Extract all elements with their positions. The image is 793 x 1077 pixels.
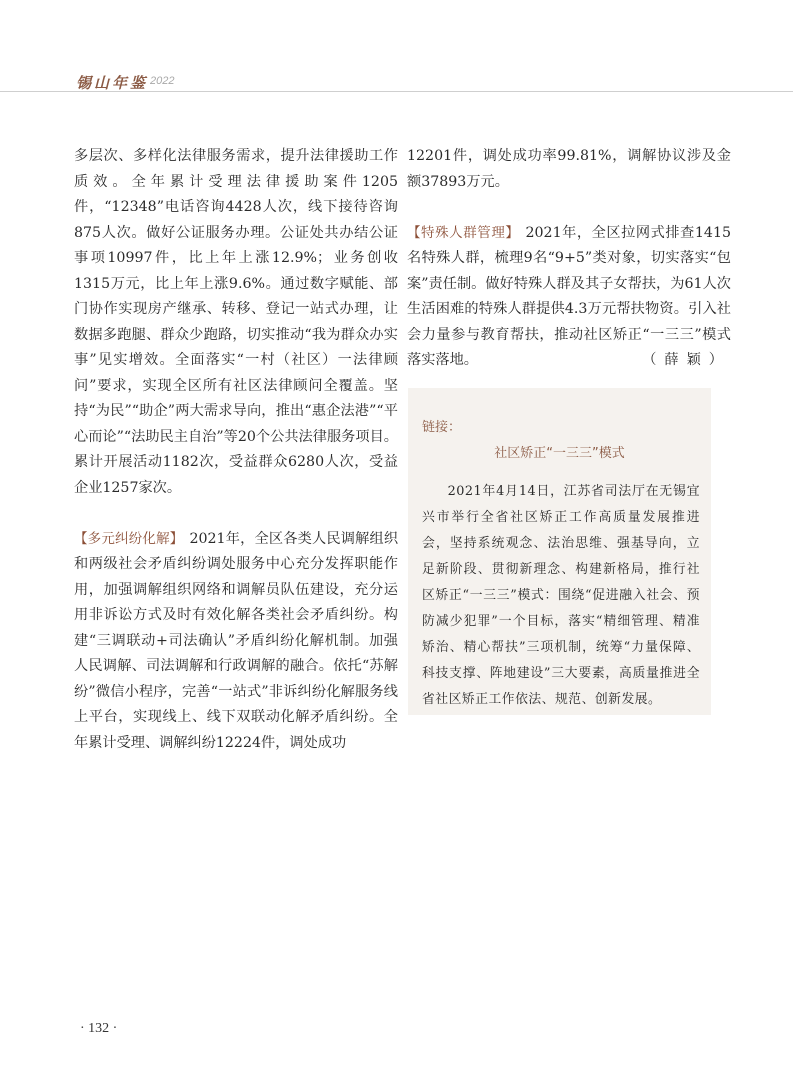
running-header xyxy=(0,72,793,92)
mediation-continued-paragraph: 12201件，调处成功率99.81%，调解协议涉及金额37893万元。 xyxy=(407,148,731,190)
section-body: 2021年，全区各类人民调解组织和两级社会矛盾纠纷调处服务中心充分发挥职能作用，加强调解组织网络和调解员队伍建设，充分运用非诉讼方式及时有效化解各类社会矛盾纠纷。构建“三调联动+司法确认”矛盾纠纷化解机制。加强人民调解、司法调解和行政调解的融合。依托“苏解纷”微信小程序，完善“一站式”非诉纠纷化解服务线上平台，实现线上、线下双联动化解矛盾纠纷。全年累计受理、调解纠纷12224件，调处成功 xyxy=(74,530,399,751)
dispute-resolution-section xyxy=(74,527,398,757)
page-number: · 132 · xyxy=(80,1021,118,1036)
special-population-section xyxy=(407,221,731,374)
yearbook-title: 锡山年鉴 xyxy=(76,74,149,92)
sidebox-body: 2021年4月14日，江苏省司法厅在无锡宜兴市举行全省社区矫正工作高质量发展推进会，坚持系统观念、法治思维、强基导向，立足新阶段、贯彻新理念、构建新格局，推行社区矫正“一三三”模式：围绕“促进融入社会、预防减少犯罪”一个目标，落实“精细管理、精准矫治、精心帮扶”三项机制，统筹“力量保障、科技支撑、阵地建设”三大要素，高质量推进全省社区矫正工作依法、规范、创新发展。 xyxy=(422,484,700,707)
yearbook-year: 2022 xyxy=(150,75,175,87)
section-body: 2021年，全区拉网式排查1415名特殊人群，梳理9名“9+5”类对象，切实落实“包案”责任制。做好特殊人群及其子女帮扶，为61人次生活困难的特殊人群提供4.3万元帮扶物资。引入社会力量参与教育帮扶，推动社区矫正“一三三”模式落实落地。 xyxy=(407,224,732,368)
link-sidebox xyxy=(408,388,711,715)
sidebox-title: 社区矫正“一三三”模式 xyxy=(494,446,625,461)
author-credit: （薛颖） xyxy=(642,352,731,368)
left-column xyxy=(74,144,398,756)
right-column xyxy=(407,144,731,374)
legal-services-paragraph: 多层次、多样化法律服务需求，提升法律援助工作质效。全年累计受理法律援助案件1205件，“12348”电话咨询4428人次，线下接待咨询875人次。做好公证服务办理。公证处共办结公证事项10997件，比上年上涨12.9%；业务创收1315万元，比上年上涨9.6%。通过数字赋能、部门协作实现房产继承、转移、登记一站式办理，让数据多跑腿、群众少跑路，切实推动“我为群众办实事”见实增效。全面落实“一村（社区）一法律顾问”要求，实现全区所有社区法律顾问全覆盖。坚持“为民”“助企”两大需求导向，推出“惠企法港”“平心而论”“法助民主自治”等20个公共法律服务项目。累计开展活动1182次，受益群众6280人次，受益企业1257家次。 xyxy=(74,148,398,496)
section-heading: 【多元纠纷化解】 xyxy=(74,530,184,547)
section-heading: 【特殊人群管理】 xyxy=(407,224,520,241)
link-label: 链接： xyxy=(422,420,462,435)
